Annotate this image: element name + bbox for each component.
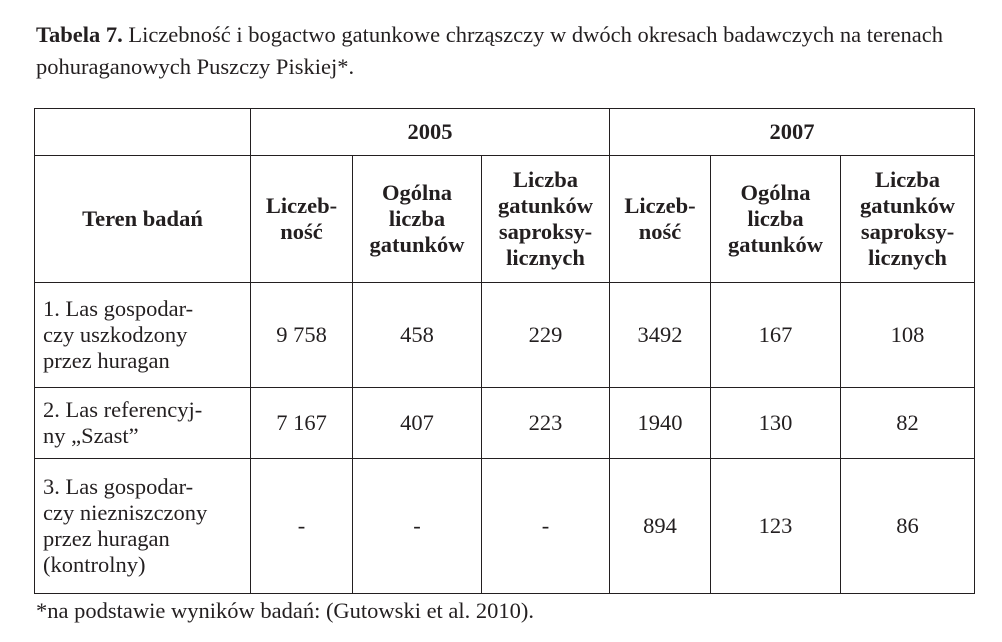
table-caption <box>36 19 986 83</box>
value-cell: 82 <box>841 388 975 459</box>
header-line: saproksy- <box>498 219 593 244</box>
header-line: licznych <box>506 245 585 270</box>
value-cell: 3492 <box>610 283 711 388</box>
site-cell <box>35 388 251 459</box>
header-line: ność <box>638 219 682 244</box>
table-caption-label: Tabela 7. <box>36 22 123 47</box>
table-caption-text: Liczebność i bogactwo gatunkowe chrząszczy w dwóch okresach badawczych na terenach pohuraganowych Puszczy Piskiej*. <box>36 22 943 79</box>
header-line: ność <box>280 219 323 244</box>
header-line: Liczba <box>875 167 941 192</box>
year-header-row <box>35 109 975 156</box>
header-line: Liczeb- <box>624 193 696 218</box>
data-table <box>34 108 975 594</box>
value-cell: 1940 <box>610 388 711 459</box>
value-cell: 894 <box>610 459 711 594</box>
header-line: gatunków <box>727 232 824 257</box>
value-cell: 458 <box>353 283 482 388</box>
col-header-liczebnosc-2007 <box>610 156 711 283</box>
site-line: (kontrolny) <box>43 552 146 577</box>
value-cell: 9 758 <box>251 283 353 388</box>
site-line: 2. Las referencyj- <box>43 397 203 422</box>
value-cell: 86 <box>841 459 975 594</box>
header-line: Liczba <box>513 167 578 192</box>
col-header-ogolna-2007 <box>711 156 841 283</box>
site-line: czy niezniszczony <box>43 500 208 525</box>
value-cell: 229 <box>482 283 610 388</box>
site-cell <box>35 283 251 388</box>
table-row <box>35 388 975 459</box>
header-line: liczba <box>747 206 804 231</box>
value-cell: 407 <box>353 388 482 459</box>
header-line: gatunków <box>860 193 956 218</box>
table-row <box>35 283 975 388</box>
row-header-teren-badan: Teren badań <box>35 156 251 283</box>
site-line: czy uszkodzony <box>43 322 188 347</box>
value-cell: - <box>482 459 610 594</box>
footnote: *na podstawie wyników badań: (Gutowski et al. 2010). <box>36 598 535 623</box>
header-line: gatunków <box>497 193 594 218</box>
table-row <box>35 459 975 594</box>
site-line: przez huragan <box>43 526 170 551</box>
site-cell <box>35 459 251 594</box>
value-cell: - <box>251 459 353 594</box>
col-header-liczebnosc-2005 <box>251 156 353 283</box>
value-cell: 7 167 <box>251 388 353 459</box>
site-line: ny „Szast” <box>43 423 139 448</box>
year-header-2005: 2005 <box>251 109 610 156</box>
site-line: 3. Las gospodar- <box>43 474 194 499</box>
header-line: gatunków <box>369 232 465 257</box>
column-header-row <box>35 156 975 283</box>
col-header-saproks-2005 <box>482 156 610 283</box>
header-line: Ogólna <box>381 180 453 205</box>
header-line: Liczeb- <box>265 193 338 218</box>
value-cell: 167 <box>711 283 841 388</box>
value-cell: 130 <box>711 388 841 459</box>
value-cell: 108 <box>841 283 975 388</box>
site-line: przez huragan <box>43 348 170 373</box>
site-line: 1. Las gospodar- <box>43 296 194 321</box>
header-line: liczba <box>388 206 446 231</box>
header-line: licznych <box>868 245 947 270</box>
header-line: saproksy- <box>860 219 955 244</box>
empty-corner-cell <box>35 109 251 156</box>
value-cell: 223 <box>482 388 610 459</box>
col-header-ogolna-2005 <box>353 156 482 283</box>
value-cell: 123 <box>711 459 841 594</box>
year-header-2007: 2007 <box>610 109 975 156</box>
value-cell: - <box>353 459 482 594</box>
col-header-saproks-2007 <box>841 156 975 283</box>
header-line: Ogólna <box>740 180 811 205</box>
